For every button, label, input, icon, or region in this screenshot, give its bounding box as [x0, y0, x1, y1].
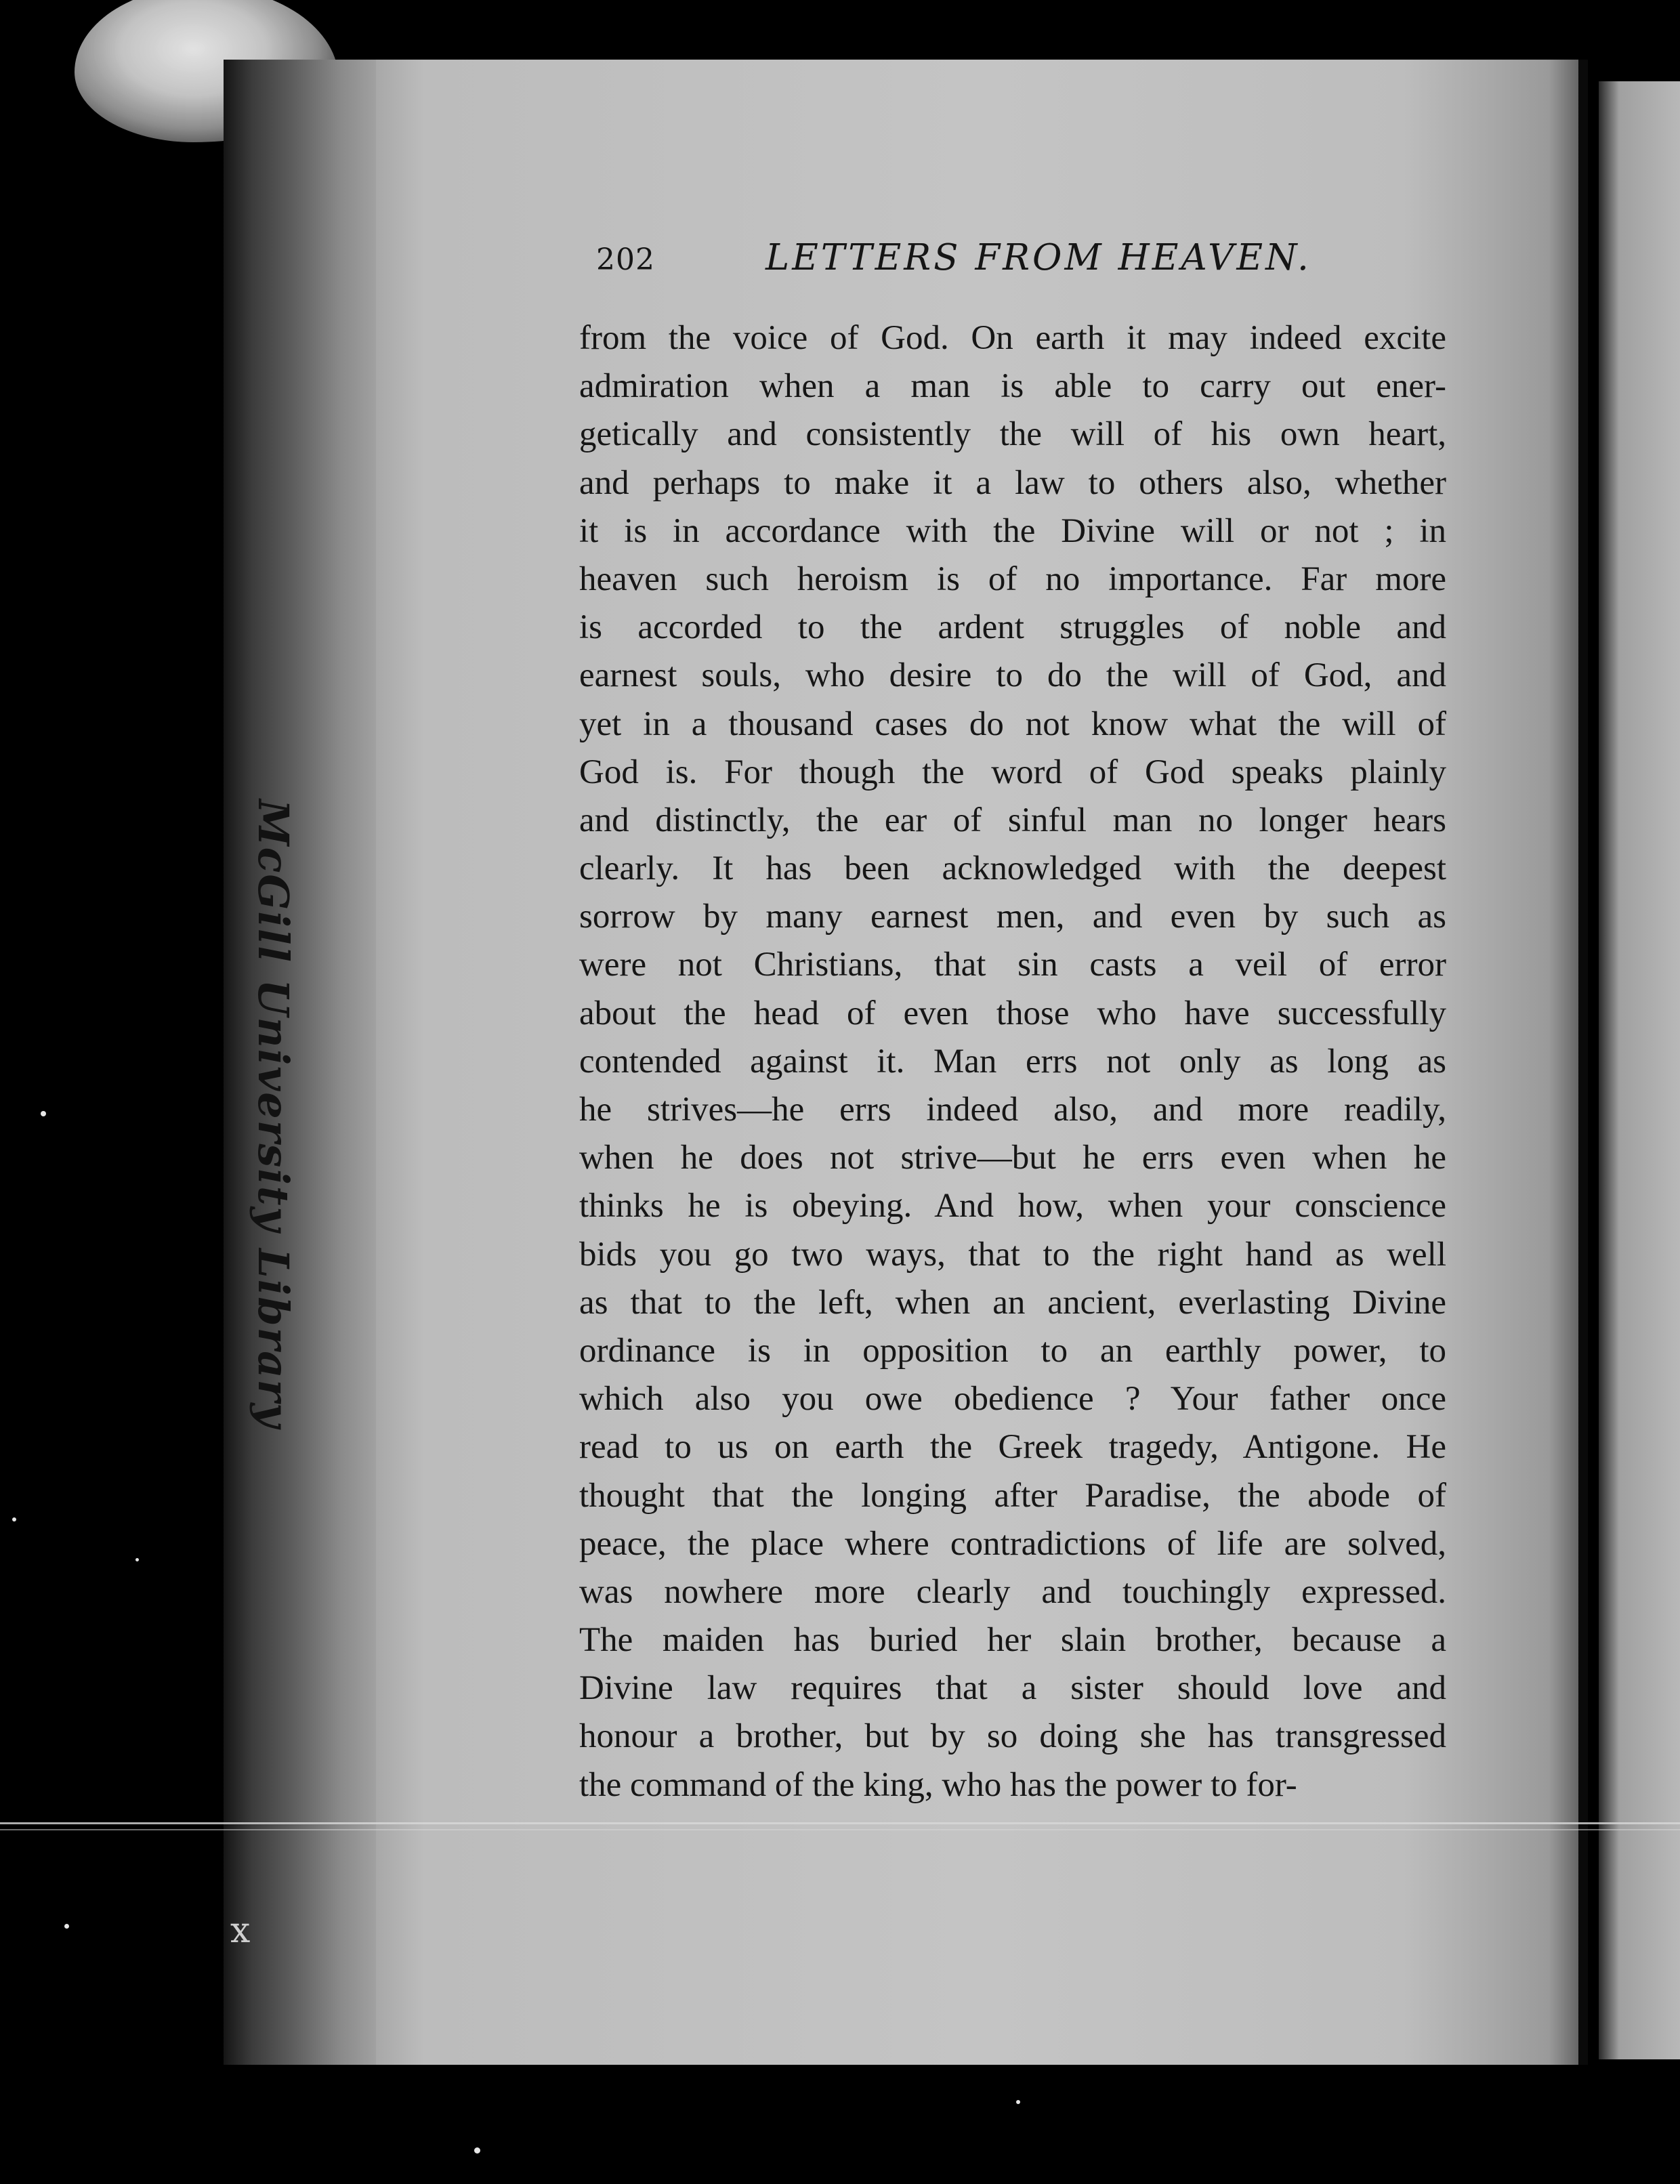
text-line: bids you go two ways, that to the right hand as well — [579, 1235, 1446, 1274]
text-line: God is. For though the word of God speaks plainly — [579, 753, 1446, 791]
body-text — [579, 314, 1446, 1809]
scan-artifact-line — [0, 1822, 1680, 1824]
running-title: LETTERS FROM HEAVEN. — [765, 237, 1311, 278]
text-line: getically and consistently the will of his own heart, — [579, 415, 1446, 454]
dust-speck — [474, 2147, 480, 2154]
text-line: The maiden has buried her slain brother, because a — [579, 1621, 1446, 1660]
spine-mark: x — [230, 1910, 251, 1951]
text-line: heaven such heroism is of no importance. Far more — [579, 560, 1446, 598]
text-line: thinks he is obeying. And how, when your conscience — [579, 1187, 1446, 1225]
text-line: admiration when a man is able to carry out ener- — [579, 367, 1446, 406]
text-line: as that to the left, when an ancient, everlasting Divine — [579, 1283, 1446, 1322]
text-line: and distinctly, the ear of sinful man no longer hears — [579, 801, 1446, 839]
text-line: when he does not strive—but he errs even when he — [579, 1139, 1446, 1177]
scan-artifact-line — [0, 1829, 1680, 1830]
text-line: read to us on earth the Greek tragedy, Antigone. He — [579, 1428, 1446, 1467]
page-number: 202 — [596, 243, 655, 277]
text-line: yet in a thousand cases do not know what the will of — [579, 705, 1446, 743]
dust-speck — [12, 1517, 16, 1521]
text-line: peace, the place where contradictions of life are solved, — [579, 1524, 1446, 1563]
text-line: sorrow by many earnest men, and even by such as — [579, 898, 1446, 936]
text-line: clearly. It has been acknowledged with the deepest — [579, 849, 1446, 888]
text-line: were not Christians, that sin casts a veil of error — [579, 946, 1446, 984]
text-line: Divine law requires that a sister should love and — [579, 1669, 1446, 1708]
facing-page-edge — [1599, 81, 1680, 2059]
dust-speck — [64, 1924, 69, 1929]
dust-speck — [1016, 2100, 1020, 2104]
text-line: thought that the longing after Paradise, the abode of — [579, 1476, 1446, 1515]
text-line: and perhaps to make it a law to others also, whether — [579, 463, 1446, 502]
text-line: contended against it. Man errs not only as long as — [579, 1042, 1446, 1080]
text-line: ordinance is in opposition to an earthly power, to — [579, 1331, 1446, 1370]
page-header — [596, 237, 1368, 285]
text-line: from the voice of God. On earth it may indeed excite — [579, 319, 1446, 357]
dust-speck — [135, 1558, 139, 1561]
text-line: he strives—he errs indeed also, and more readily, — [579, 1091, 1446, 1129]
text-line: was nowhere more clearly and touchingly expressed. — [579, 1572, 1446, 1611]
text-line: which also you owe obedience ? Your father once — [579, 1380, 1446, 1419]
library-stamp: McGill University Library — [249, 799, 298, 1429]
text-line: the command of the king, who has the power to for- — [579, 1765, 1297, 1804]
text-line: is accorded to the ardent struggles of noble and — [579, 608, 1446, 647]
text-line: honour a brother, but by so doing she has transgressed — [579, 1717, 1446, 1756]
page-gutter — [1578, 60, 1588, 2065]
book-spine — [224, 60, 379, 2065]
text-line: earnest souls, who desire to do the will of God, and — [579, 656, 1446, 695]
text-line: it is in accordance with the Divine will or not ; in — [579, 511, 1446, 550]
dust-speck — [41, 1111, 46, 1116]
text-line: about the head of even those who have successfully — [579, 994, 1446, 1032]
